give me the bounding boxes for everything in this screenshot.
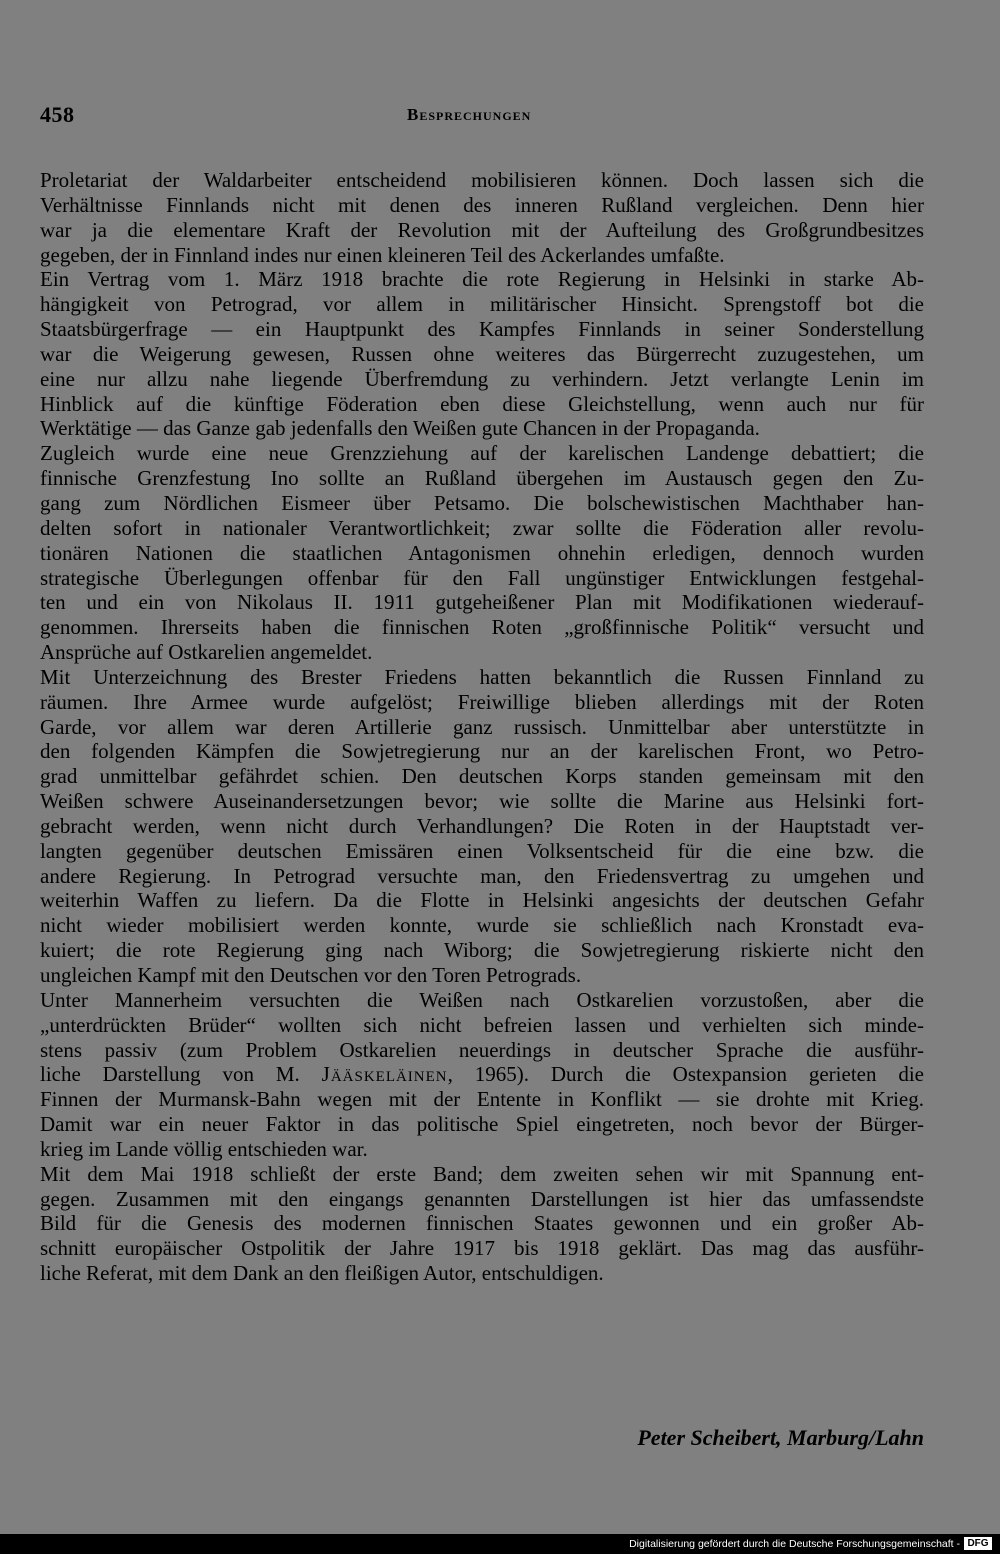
text-line: Proletariat der Waldarbeiter entscheidend mobilisieren können. Doch lassen sich die (40, 168, 924, 192)
text-line: Staatsbürgerfrage — ein Hauptpunkt des Kampfes Finnlands in seiner Sonderstellung (40, 317, 924, 342)
text-line: war ja die elementare Kraft der Revolution mit der Aufteilung des Großgrundbesitzes (40, 217, 924, 242)
body-text (40, 168, 924, 1286)
text-line: grad unmittelbar gefährdet schien. Den deutschen Korps standen gemeinsam mit den (40, 764, 924, 789)
text-line: Ein Vertrag vom 1. März 1918 brachte die rote Regierung in Helsinki in starke Ab- (40, 267, 924, 292)
text-line: Verhältnisse Finnlands nicht mit denen des inneren Rußland vergleichen. Denn hier (40, 192, 924, 217)
text-line: Werktätige — das Ganze gab jedenfalls den Weißen gute Chancen in der Propaganda. (40, 416, 760, 441)
author-name-small-caps: Jääskeläinen (321, 1062, 448, 1087)
page-number: 458 (40, 102, 75, 127)
text-line: „unterdrückten Brüder“ wollten sich nicht befreien lassen und verhielten sich minde- (40, 1012, 924, 1037)
text-line: gebracht werden, wenn nicht durch Verhandlungen? Die Roten in der Hauptstadt ver- (40, 813, 924, 838)
text-line: strategische Überlegungen offenbar für den Fall ungünstiger Entwicklungen festgehal- (40, 565, 924, 590)
text-line: gegeben, der in Finnland indes nur einen kleineren Teil des Ackerlandes umfaßte. (40, 242, 725, 267)
text-line: hängigkeit von Petrograd, vor allem in militärischer Hinsicht. Sprengstoff bot die (40, 292, 924, 317)
text-line: gegen. Zusammen mit den eingangs genannten Darstellungen ist hier das umfassendste (40, 1186, 924, 1211)
author-signature: Peter Scheibert, Marburg/Lahn (637, 1425, 924, 1450)
text-line: den folgenden Kämpfen die Sowjetregierung nur an der karelischen Front, wo Petro- (40, 739, 924, 764)
text-line: Unter Mannerheim versuchten die Weißen nach Ostkarelien vorzustoßen, aber die (40, 987, 924, 1012)
text-line: Bild für die Genesis des modernen finnischen Staates gewonnen und ein großer Ab- (40, 1211, 924, 1236)
text-line: schnitt europäischer Ostpolitik der Jahre 1917 bis 1918 geklärt. Das mag das ausführ- (40, 1236, 924, 1261)
text-line: delten sofort in nationaler Verantwortlichkeit; zwar sollte die Föderation aller revolu- (40, 515, 924, 540)
running-head: Besprechungen (407, 105, 532, 124)
text-span: , 1965). Durch die Ostexpansion gerieten die (447, 1062, 924, 1087)
text-line: Ansprüche auf Ostkarelien angemeldet. (40, 640, 373, 665)
text-line: genommen. Ihrerseits haben die finnischen Roten „großfinnische Politik“ versucht und (40, 615, 924, 640)
text-line: Hinblick auf die künftige Föderation eben diese Gleichstellung, wenn auch nur für (40, 391, 924, 416)
text-line: nicht wieder mobilisiert werden konnte, wurde sie schließlich nach Kronstadt eva- (40, 913, 924, 938)
text-line (40, 1062, 924, 1087)
text-line: war die Weigerung gewesen, Russen ohne weiteres das Bürgerrecht zuzugestehen, um (40, 341, 924, 366)
text-line: liche Referat, mit dem Dank an den fleißigen Autor, entschuldigen. (40, 1261, 604, 1286)
text-line: räumen. Ihre Armee wurde aufgelöst; Freiwillige blieben allerdings mit der Roten (40, 689, 924, 714)
text-line: gang zum Nördlichen Eismeer über Petsamo. Die bolschewistischen Machthaber han- (40, 490, 924, 515)
text-line: Garde, vor allem war deren Artillerie ganz russisch. Unmittelbar aber unterstützte in (40, 714, 924, 739)
text-line: tionären Nationen die staatlichen Antagonismen ohnehin erledigen, dennoch wurden (40, 540, 924, 565)
text-line: ungleichen Kampf mit den Deutschen vor den Toren Petrograds. (40, 963, 582, 987)
text-line: Mit dem Mai 1918 schließt der erste Band; dem zweiten sehen wir mit Spannung ent- (40, 1161, 924, 1186)
text-line: Damit war ein neuer Faktor in das politische Spiel eingetreten, noch bevor der Bürger- (40, 1112, 924, 1137)
text-line: stens passiv (zum Problem Ostkarelien neuerdings in deutscher Sprache die ausführ- (40, 1037, 924, 1062)
dfg-logo: DFG (964, 1537, 992, 1550)
text-line: kuiert; die rote Regierung ging nach Wiborg; die Sowjetregierung riskierte nicht den (40, 938, 924, 963)
text-line: eine nur allzu nahe liegende Überfremdung zu verhindern. Jetzt verlangte Lenin im (40, 366, 924, 391)
text-line: Finnen der Murmansk-Bahn wegen mit der Entente in Konflikt — sie drohte mit Krieg. (40, 1087, 924, 1112)
text-line: krieg im Lande völlig entschieden war. (40, 1136, 368, 1161)
text-line: langten gegenüber deutschen Emissären einen Volksentscheid für die eine bzw. die (40, 838, 924, 863)
text-line: finnische Grenzfestung Ino sollte an Rußland übergehen im Austausch gegen den Zu- (40, 466, 924, 491)
text-line: Mit Unterzeichnung des Brester Friedens hatten bekanntlich die Russen Finnland zu (40, 664, 924, 689)
funding-credit: Digitalisierung gefördert durch die Deutsche Forschungsgemeinschaft - (629, 1538, 960, 1550)
text-line: Weißen schwere Auseinandersetzungen bevor; wie sollte die Marine aus Helsinki fort- (40, 789, 924, 814)
text-line: andere Regierung. In Petrograd versuchte man, den Friedensvertrag zu umgehen und (40, 863, 924, 888)
text-line: ten und ein von Nikolaus II. 1911 gutgeheißener Plan mit Modifikationen wiederauf- (40, 590, 924, 615)
text-line: weiterhin Waffen zu liefern. Da die Flotte in Helsinki angesichts der deutschen Gefahr (40, 888, 924, 913)
text-span: liche Darstellung von M. (40, 1062, 322, 1087)
text-line: Zugleich wurde eine neue Grenzziehung auf der karelischen Landenge debattiert; die (40, 441, 924, 466)
